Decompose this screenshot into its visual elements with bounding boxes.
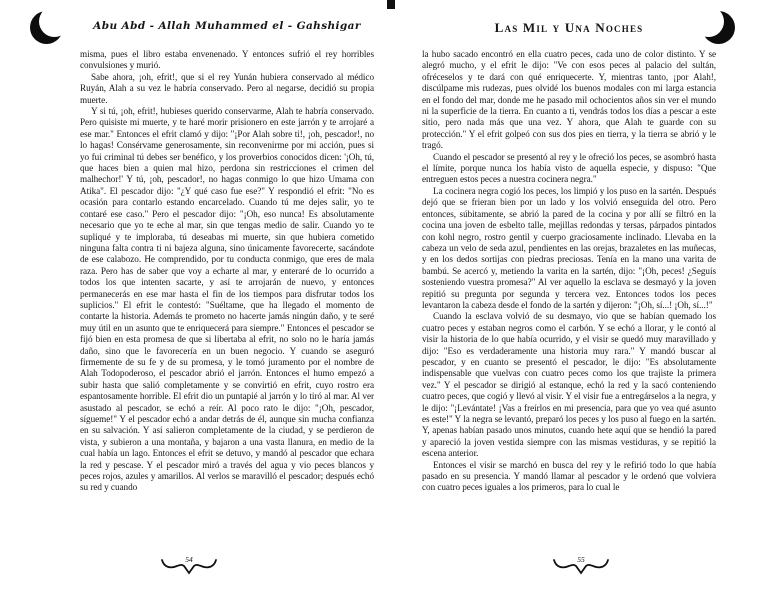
paragraph: La cocinera negra cogió los peces, los limpió y los puso en la sartén. Después dejó que se frieran bien por un lado y los volvió enseguida del otro. Pero entonces, súbitamente, se abrió la pared de la cocina y por allí se filtró en la cocina una joven de esbelto talle, mejillas redondas y tersas, párpados pintados con kohl negro, rostro gentil y cuerpo graciosamente inclinado. Llevaba en la cabeza un velo de seda azul, pendientes en las orejas, brazaletes en las muñecas, y en los dedos sortijas con piedras preciosas. Tenía en la mano una varita de bambú. Se acercó y, metiendo la varita en la sartén, dijo: "¡Oh, peces! ¿Seguís sosteniendo vuestra promesa?" Al ver aquello la esclava se desmayó y la joven repitió su pregunta por segunda y tercera vez. Entonces todos los peces levantaron la cabeza desde el fondo de la sartén y dijeron: "¡Oh, sí...! ¡Oh, sí...!": [422, 185, 716, 310]
left-page-text: [80, 49, 374, 494]
wing-flourish-icon: [547, 553, 627, 581]
right-page-text: [422, 49, 716, 494]
page-number: 55: [577, 555, 585, 564]
crescent-moon-icon: [30, 11, 63, 44]
paragraph: Y si tú, ¡oh, efrit!, hubieses querido conservarme, Alah te habría conservado. Pero quisiste mi muerte, y te haré morir prisionero en este jarrón y te arrojaré a ese mar." Entonces el efrit clamó y dijo: "¡Por Alah sobre ti!, ¡oh, pescador!, no lo hagas! Consérvame generosamente, sin reconvenirme por mi acción, pues si yo fui criminal tú debes ser benéfico, y los proverbios conocidos dicen: '¡Oh, tú, que haces bien a quien mal hizo, perdona sin restricciones el crimen del malhechor!' Y tú, ¡oh, pescador!, no hagas conmigo lo que hizo Umama con Atika". El pescador dijo: "¿Y qué caso fue ese?" Y respondió el efrit: "No es ocasión para contarlo estando encarcelado. Cuando tú me dejes salir, yo te contaré ese caso." Pero el pescador dijo: "¡Oh, eso nunca! Es absolutamente necesario que yo te eche al mar, sin que tengas medio de salir. Cuando yo te supliqué y te imploraba, tú deseabas mi muerte, sin que hubiera cometido ninguna falta contra ti ni bajeza alguna, sino únicamente favorecerte, sacándote de ese calabozo. He comprendido, por tu conducta conmigo, que eres de mala raza. Pero has de saber que voy a echarte al mar, y enteraré de lo ocurrido a todos los que intenten sacarte, y así te arrojarán de nuevo, y entonces permanecerás en ese mar hasta el fin de los tiempos para disfrutar todos los suplicios." El efrit le contestó: "Suéltame, que ha llegado el momento de contarte la historia. Además te prometo no hacerte jamás ningún daño, y te seré muy útil en un asunto que te enriquecerá para siempre." Entonces el pescador se fijó bien en esta promesa de que si libertaba al efrit, no solo no le haría jamás daño, sino que le favorecería en un buen negocio. Y cuando se aseguró firmemente de su fe y de su promesa, y le tomó juramento por el nombre de Alah Todopoderoso, el pescador abrió el jarrón. Entonces el humo empezó a subir hasta que salió completamente y se convirtió en efrit, cuyo rostro era espantosamente horrible. El efrit dio un puntapié al jarrón y lo tiró al mar. Al ver asustado al pescador, se echó a reír. Al poco rato le dijo: "¡Oh, pescador, sígueme!" Y el pescador echó a andar detrás de él, aunque sin mucha confianza en su salvación. Y así salieron completamente de la ciudad, y se perdieron de vista, y subieron a una montaña, y bajaron a una vasta llanura, en medio de la cual había un lago. Entonces el efrit se detuvo, y mandó al pescador que echara la red y pescase. Y el pescador miró a través del agua y vio peces blancos y peces rojos, azules y amarillos. Al verlos se maravilló el pescador; después echó su red y cuando: [80, 106, 374, 493]
page-left: [80, 0, 374, 600]
binding-mark: [387, 0, 395, 9]
page-number: 54: [185, 555, 193, 564]
right-page-header: Las Mil y Una Noches: [494, 20, 644, 35]
paragraph: Entonces el visir se marchó en busca del rey y le refirió todo lo que había pasado en su presencia. Y mandó llamar al pescador y le ordenó que volviera con cuatro peces iguales a los primeros, para lo cual le: [422, 459, 716, 493]
wing-flourish-icon: [155, 553, 235, 581]
left-page-footer: [155, 553, 235, 581]
paragraph: Sabe ahora, ¡oh, efrit!, que si el rey Yunán hubiera conservado al médico Ruyán, Alah a su vez le habría conservado. Pero al negarse, decidió su propia muerte.: [80, 71, 374, 105]
paragraph: misma, pues el libro estaba envenenado. Y entonces sufrió el rey horribles convulsiones y murió.: [80, 49, 374, 71]
right-page-footer: [547, 553, 627, 581]
paragraph: Cuando la esclava volvió de su desmayo, vio que se habían quemado los cuatro peces y estaban negros como el carbón. Y se echó a llorar, y le contó al visir la historia de lo que había ocurrido, y el visir se quedó muy maravillado y dijo: "Eso es verdaderamente una historia muy rara." Y mandó buscar al pescador, y en cuanto se presentó el pescador, le dijo: "Es absolutamente indispensable que vuelvas con cuatro peces como los que trajiste la primera vez." Y el pescador se dirigió al estanque, echó la red y la sacó conteniendo cuatro peces, que cogió y llevó al visir. Y el visir fue a entregárselos a la negra, y le dijo: "¡Levántate! ¡Vas a freírlos en mi presencia, para que yo vea qué asunto es este!" Y la negra se levantó, preparó los peces y los puso al fuego en la sartén. Y, apenas habían pasado unos minutos, cuando hete aquí que se hendió la pared y apareció la joven vestida siempre con las mismas vestiduras, y se repitió la escena anterior.: [422, 311, 716, 459]
paragraph: Cuando el pescador se presentó al rey y le ofreció los peces, se asombró hasta el límite, porque nunca los había visto de aquella especie, y dispuso: "Que entreguen estos peces a nuestra cocinera negra.": [422, 151, 716, 185]
left-page-header: Abu Abd - Allah Muhammed el - Gahshigar: [93, 20, 361, 32]
paragraph: la hubo sacado encontró en ella cuatro peces, cada uno de color distinto. Y se alegró mucho, y el efrit le dijo: "Ve con esos peces al palacio del sultán, ofréceselos y te dará con qué enriquecerte. Y, mientras tanto, ¡por Alah!, discúlpame mis rudezas, pues olvidé los buenos modales con mi larga estancia en el fondo del mar, donde me he pasado mil ochocientos años sin ver el mundo ni la superficie de la tierra. En cuanto a ti, vendrás todos los días a pescar a este sitio, pero nada más que una vez. Y ahora, que Alah te guarde con su protección." Y el efrit golpeó con sus dos pies en tierra, y la tierra se abrió y le tragó.: [422, 49, 716, 151]
page-right: [422, 0, 716, 600]
